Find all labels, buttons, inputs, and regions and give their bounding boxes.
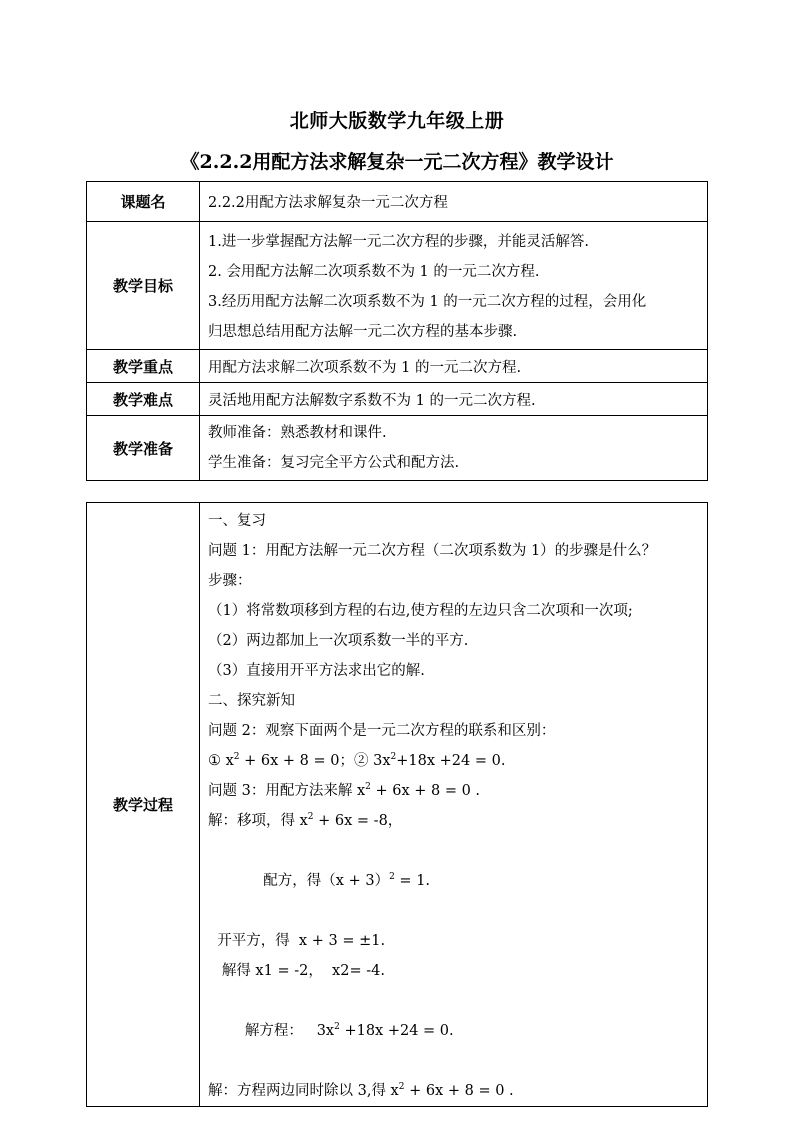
table-row-key [87, 350, 708, 383]
goal-line-1: 1.进一步掌握配方法解一元二次方程的步骤，并能灵活解答. [208, 233, 589, 250]
eq-text-a: 解：移项，得 x [208, 813, 308, 829]
exponent: 2 [334, 1022, 340, 1033]
prep-value [200, 416, 708, 481]
eq-text-a: 解：方程两边同时除以 3,得 x [208, 1083, 399, 1099]
process-line-review: 一、复习 [208, 513, 266, 529]
eq-text-a: 问题 3：用配方法来解 x [208, 783, 366, 799]
eq-text-b: + 6x + 8 = 0 . [404, 1083, 514, 1099]
goal-line-3: 3.经历用配方法解二次项系数不为 1 的一元二次方程的过程，会用化 [208, 293, 647, 310]
process-line-sqrt: 开平方，得 x + 3 = ±1. [208, 933, 386, 949]
process-line-divide [208, 1076, 707, 1106]
process-line-complete-square [208, 836, 707, 926]
key-value: 用配方法求解二次项系数不为 1 的一元二次方程. [200, 350, 708, 383]
process-table [86, 502, 708, 1107]
process-line-solve-eq [208, 986, 707, 1076]
table-row-topic [87, 182, 708, 222]
goal-label: 教学目标 [87, 222, 200, 350]
exponent: 2 [398, 1082, 405, 1093]
process-line-step1: （1）将常数项移到方程的右边,使方程的左边只含二次项和一次项; [208, 603, 633, 619]
difficulty-label: 教学难点 [87, 383, 200, 416]
exponent: 2 [307, 812, 314, 823]
process-line-explore: 二、探究新知 [208, 693, 295, 709]
difficulty-value: 灵活地用配方法解数字系数不为 1 的一元二次方程. [200, 383, 708, 416]
process-line-solution: 解得 x1 = -2， x2= -4. [208, 963, 385, 979]
eq-text-b: = 1. [394, 873, 431, 889]
info-table [86, 181, 708, 481]
process-line-question2: 问题 2：观察下面两个是一元二次方程的联系和区别： [208, 723, 556, 739]
process-line-step2: （2）两边都加上一次项系数一半的平方. [208, 633, 469, 649]
goal-line-4: 归思想总结用配方法解一元二次方程的基本步骤. [208, 323, 518, 340]
eq-text-b: + 6x + 8 = 0；② 3x [239, 753, 391, 769]
process-line-question3 [208, 776, 707, 806]
goal-value [200, 222, 708, 350]
process-line-step3: （3）直接用开平方法求出它的解. [208, 663, 425, 679]
topic-label: 课题名 [87, 182, 200, 222]
process-line-move [208, 806, 707, 836]
process-body [200, 503, 708, 1107]
table-row-goal [87, 222, 708, 350]
exponent: 2 [390, 752, 397, 763]
key-label: 教学重点 [87, 350, 200, 383]
process-line-steps: 步骤： [208, 573, 252, 589]
eq-text-c: +18x +24 = 0. [396, 753, 506, 769]
topic-value: 2.2.2用配方法求解复杂一元二次方程 [200, 182, 708, 222]
eq-text-a: 配方，得（x + 3） [244, 873, 390, 889]
prep-label: 教学准备 [87, 416, 200, 481]
table-row-prep [87, 416, 708, 481]
eq-text-b: +18x +24 = 0. [339, 1023, 454, 1039]
table-row-difficulty [87, 383, 708, 416]
doc-title-line2: 《2.2.2用配方法求解复杂一元二次方程》教学设计 [180, 151, 614, 173]
eq-text-a: 解方程： 3x [244, 1023, 335, 1039]
exponent: 2 [365, 782, 371, 793]
process-line-question1: 问题 1：用配方法解一元二次方程（二次项系数为 1）的步骤是什么？ [208, 543, 657, 559]
eq-text-b: + 6x = -8， [313, 813, 403, 829]
doc-title-line1: 北师大版数学九年级上册 [289, 110, 505, 132]
exponent: 2 [233, 752, 240, 763]
prep-line-1: 教师准备：熟悉教材和课件. [208, 425, 387, 441]
goal-line-2: 2. 会用配方法解二次项系数不为 1 的一元二次方程. [208, 263, 540, 280]
process-label: 教学过程 [87, 503, 200, 1107]
exponent: 2 [389, 872, 395, 883]
eq-text-a: ① x [208, 753, 234, 769]
eq-text-b: + 6x + 8 = 0 . [370, 783, 481, 799]
process-line-equations [208, 746, 707, 776]
prep-line-2: 学生准备：复习完全平方公式和配方法. [208, 455, 460, 471]
table-row-process [87, 503, 708, 1107]
